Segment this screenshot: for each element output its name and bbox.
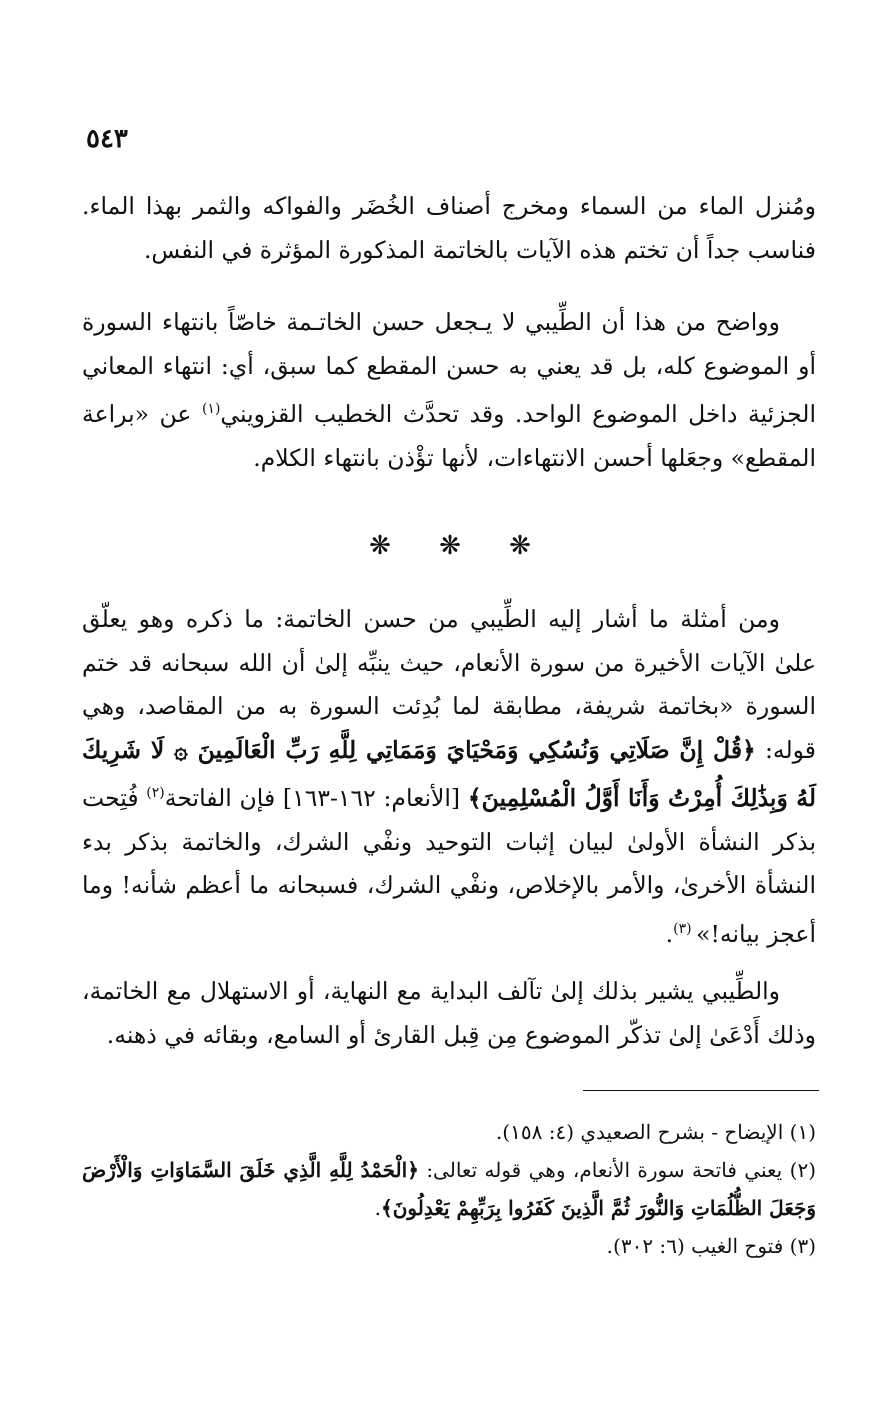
paragraph-3-text-b: [الأنعام: ١٦٢-١٦٣] فإن الفاتحة bbox=[164, 784, 468, 813]
footnote-divider bbox=[583, 1090, 819, 1091]
footnote-ref-1: (١) bbox=[201, 401, 221, 418]
paragraph-4: والطِّيبي يشير بذلك إلىٰ تآلف البداية مع النهاية، أو الاستهلال مع الخاتمة، وذلك أَدْعَىٰ إلىٰ تذكّر الموضوع مِن قِبل القارئ أو السامع، وبقائه في ذهنه. bbox=[82, 977, 816, 1049]
paragraph-3-end: . bbox=[665, 919, 674, 948]
footnotes bbox=[82, 1113, 816, 1265]
paragraph-2-text-a: وواضح من هذا أن الطِّيبي لا يـجعل حسن الخاتـمة خاصّاً بانتهاء السورة أو الموضوع كله، بل قد يعني به حسن المقطع كما سبق، أي: انتهاء المعاني الجزئية داخل الموضوع الواحد. وقد تحدَّث الخطيب القزويني bbox=[82, 308, 817, 429]
paragraph-3-text-c: فُتِحت بذكر النشأة الأولىٰ لبيان إثبات التوحيد ونفْي الشرك، والخاتمة بذكر بدء النشأة الأخرىٰ، والأمر بالإخلاص، ونفْي الشرك، فسبحانه ما أعظم شأنه! وما أعجز بيانه!» bbox=[82, 784, 816, 948]
separator-star: ❋ bbox=[509, 531, 531, 561]
paragraph-2-text-b: عن «براعة المقطع» وجعَلها أحسن الانتهاءات، لأنها تؤْذن بانتهاء الكلام. bbox=[82, 400, 816, 472]
footnote-2-text: (٢) يعني فاتحة سورة الأنعام، وهي قوله تعالى: bbox=[418, 1158, 816, 1182]
footnote-2 bbox=[82, 1151, 816, 1227]
footnote-2-quran: ﴿الْحَمْدُ لِلَّهِ الَّذِي خَلَقَ السَّمَاوَاتِ وَالْأَرْضَ وَجَعَلَ الظُّلُمَاتِ وَالنُّورَ ثُمَّ الَّذِينَ كَفَرُوا بِرَبِّهِمْ يَعْدِلُونَ﴾ bbox=[82, 1158, 816, 1220]
footnote-ref-2: (٢) bbox=[146, 785, 165, 802]
quran-verse: ﴿قُلْ إِنَّ صَلَاتِي وَنُسُكِي وَمَحْيَايَ وَمَمَاتِي لِلَّهِ رَبِّ الْعَالَمِينَ ۞ لَا شَرِيكَ لَهُ وَبِذَٰلِكَ أُمِرْتُ وَأَنَا أَوَّلُ الْمُسْلِمِينَ﴾ bbox=[82, 735, 817, 813]
separator-star: ❋ bbox=[369, 531, 391, 561]
footnote-3: (٣) فتوح الغيب (٦: ٣٠٢). bbox=[606, 1234, 816, 1258]
page-number: ٥٤٣ bbox=[86, 124, 128, 154]
footnote-1: (١) الإيضاح - بشرح الصعيدي (٤: ١٥٨). bbox=[495, 1120, 816, 1144]
footnote-2-end: . bbox=[374, 1196, 381, 1220]
footnote-ref-3: (٣) bbox=[673, 920, 697, 937]
paragraph-3 bbox=[82, 598, 816, 956]
section-separator bbox=[360, 526, 540, 566]
paragraph-3-text-a: ومن أمثلة ما أشار إليه الطِّيبي من حسن الخاتمة: ما ذكره وهو يعلّق علىٰ الآيات الأخيرة من سورة الأنعام، حيث ينبِّه إلىٰ أن الله سبحانه قد ختم السورة «بخاتمة شريفة، مطابقة لما بُدِئت السورة به من المقاصد، وهي قوله: bbox=[82, 605, 816, 764]
paragraph-1: ومُنزل الماء من السماء ومخرج أصناف الخُضَر والفواكه والثمر بهذا الماء. فناسب جداً أن تختم هذه الآيات بالخاتمة المذكورة المؤثرة في النفس. bbox=[82, 192, 816, 264]
paragraph-2 bbox=[82, 301, 816, 480]
separator-star: ❋ bbox=[439, 531, 461, 561]
